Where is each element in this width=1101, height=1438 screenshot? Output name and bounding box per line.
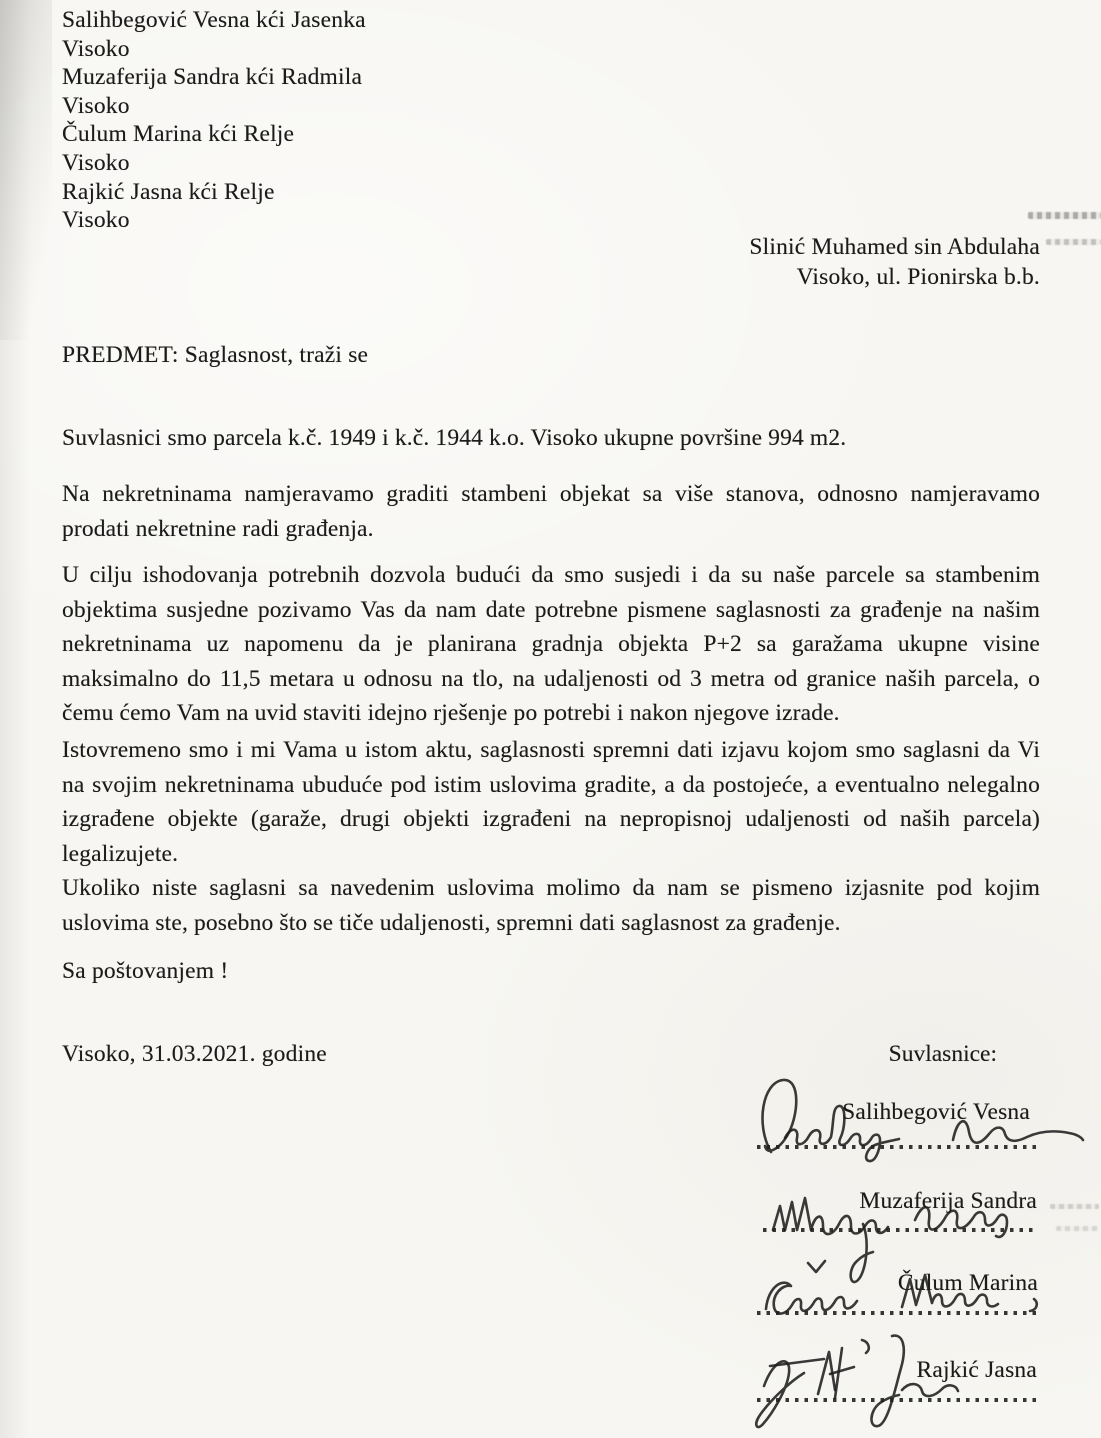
scan-artifact — [1050, 1204, 1099, 1209]
sender-line: Čulum Marina kći Relje — [62, 121, 295, 148]
paragraph-line: nekretninama uz napomenu da je planirana gradnja objekta P+2 sa garažama ukupne visine — [62, 631, 1040, 657]
paragraph-line: Na nekretninama namjeravamo graditi stambeni objekat sa više stanova, odnosno namjeravamo — [62, 481, 1040, 507]
paragraph-1 — [62, 421, 1040, 456]
sender-line: Visoko — [62, 92, 130, 119]
paragraph-line: Ukoliko niste saglasni sa navedenim uslovima molimo da nam se pismeno izjasnite pod kojim — [62, 875, 1040, 901]
sender-block — [62, 6, 366, 235]
paragraph-3 — [62, 558, 1040, 731]
paragraph-4 — [62, 733, 1040, 871]
sender-line: Visoko — [62, 35, 130, 62]
paragraph-line: čemu ćemo Vam na uvid staviti idejno rješenje po potrebi i nakon njegove izrade. — [62, 700, 840, 726]
sender-line: Salihbegović Vesna kći Jasenka — [62, 7, 366, 33]
paragraph-line: uslovima ste, posebno što se tiče udaljenosti, spremni dati saglasnost za građenje. — [62, 909, 841, 936]
paragraph-5 — [62, 871, 1040, 940]
signatory-name: Čulum Marina — [897, 1270, 1038, 1296]
recipient-name: Slinić Muhamed sin Abdulaha — [749, 234, 1040, 260]
date-line: Visoko, 31.03.2021. godine — [62, 1041, 327, 1067]
paragraph-2 — [62, 477, 1040, 546]
signatory-name: Rajkić Jasna — [916, 1357, 1037, 1383]
paragraph-line: legalizujete. — [62, 840, 179, 867]
sender-line: Visoko — [62, 149, 130, 176]
sender-line: Visoko — [62, 207, 130, 234]
recipient-block — [749, 232, 1040, 292]
recipient-address: Visoko, ul. Pionirska b.b. — [796, 264, 1040, 290]
signatory-name: Salihbegović Vesna — [842, 1099, 1030, 1125]
sender-line: Muzaferija Sandra kći Radmila — [62, 64, 363, 91]
paragraph-line: Suvlasnici smo parcela k.č. 1949 i k.č. 1944 k.o. Visoko ukupne površine 994 m2. — [62, 425, 847, 451]
signatory-name: Muzaferija Sandra — [859, 1188, 1037, 1214]
signature-salihbegovic-vesna-icon — [755, 1072, 1085, 1172]
scan-artifact — [1028, 212, 1101, 219]
scan-edge-shadow — [0, 0, 52, 340]
paragraph-line: izgrađene objekte (garaže, drugi objekti izgrađeni na nepropisnoj udaljenosti od naših parcela) — [62, 806, 1040, 832]
closing-salutation: Sa poštovanjem ! — [62, 958, 229, 984]
paragraph-line: U cilju ishodovanja potrebnih dozvola budući da smo susjedi i da su naše parcele sa stambenim — [62, 562, 1040, 588]
signatures-heading: Suvlasnice: — [888, 1041, 997, 1067]
paragraph-line: na svojim nekretninama ubuduće pod istim uslovima gradite, a da postojeće, a eventualno nelegalno — [62, 771, 1040, 798]
subject-line: PREDMET: Saglasnost, traži se — [62, 342, 369, 368]
paragraph-line: maksimalno do 11,5 metara u odnosu na tlo, na udaljenosti od 3 metra od granice naših parcela, o — [62, 665, 1040, 692]
paragraph-line: objektima susjedne pozivamo Vas da nam date potrebne pismene saglasnosti za građenje na našim — [62, 596, 1040, 623]
scan-artifact — [1056, 1226, 1099, 1231]
paragraph-line: prodati nekretnine radi građenja. — [62, 515, 374, 542]
scan-edge-strip — [0, 0, 30, 1438]
scan-artifact — [1046, 239, 1101, 245]
sender-line: Rajkić Jasna kći Relje — [62, 178, 275, 205]
signature-rajkic-jasna-icon — [750, 1322, 1015, 1434]
paragraph-line: Istovremeno smo i mi Vama u istom aktu, saglasnosti spremni dati izjavu kojom smo saglasni da Vi — [62, 737, 1040, 763]
